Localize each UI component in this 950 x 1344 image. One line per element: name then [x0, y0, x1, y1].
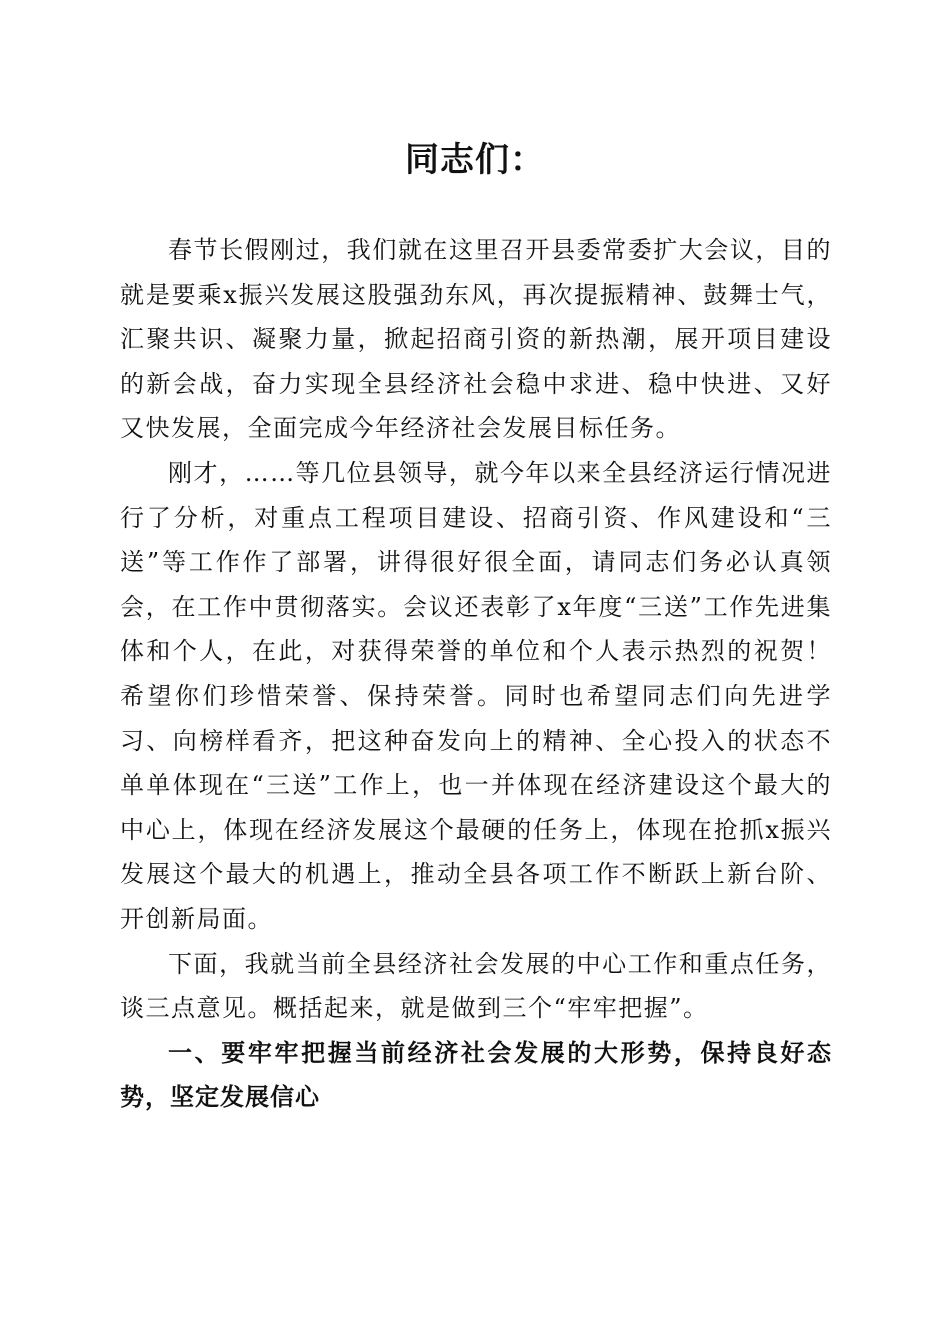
document-body [120, 228, 832, 1120]
paragraph-outline: 下面，我就当前全县经济社会发展的中心工作和重点任务，谈三点意见。概括起来，就是做到三个“牢牢把握”。 [120, 949, 832, 1023]
document-title: 同志们： [405, 140, 545, 180]
paragraph-review: 刚才，……等几位县领导，就今年以来全县经济运行情况进行了分析，对重点工程项目建设、招商引资、作风建设和“三送”等工作作了部署，讲得很好很全面，请同志们务必认真领会，在工作中贯彻落实。会议还表彰了x年度“三送”工作先进集体和个人，在此，对获得荣誉的单位和个人表示热烈的祝贺！希望你们珍惜荣誉、保持荣誉。同时也希望同志们向先进学习、向榜样看齐，把这种奋发向上的精神、全心投入的状态不单单体现在“三送”工作上，也一并体现在经济建设这个最大的中心上，体现在经济发展这个最硬的任务上，体现在抢抓x振兴发展这个最大的机遇上，推动全县各项工作不断跃上新台阶、开创新局面。 [120, 458, 832, 933]
section-heading-1: 一、要牢牢把握当前经济社会发展的大形势，保持良好态势，坚定发展信心 [120, 1038, 832, 1112]
paragraph-opening: 春节长假刚过，我们就在这里召开县委常委扩大会议，目的就是要乘x振兴发展这股强劲东风，再次提振精神、鼓舞士气，汇聚共识、凝聚力量，掀起招商引资的新热潮，展开项目建设的新会战，奋力实现全县经济社会稳中求进、稳中快进、又好又快发展，全面完成今年经济社会发展目标任务。 [120, 236, 832, 443]
